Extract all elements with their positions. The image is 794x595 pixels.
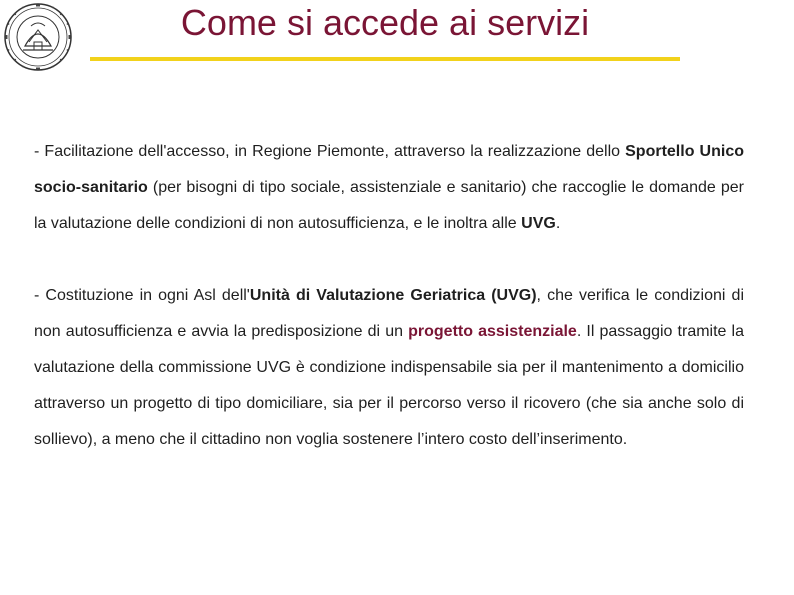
highlighted-term: progetto assistenziale: [408, 323, 577, 340]
text-run: (per bisogni di tipo sociale, assistenziale e sanitario) che raccoglie le domande per la valutazione delle condizioni di non autosufficienza, e le inoltra alle: [34, 179, 744, 232]
text-run: .: [555, 215, 561, 232]
university-seal-icon: [3, 2, 73, 72]
bold-term: Unità di Valutazione Geriatrica (UVG): [249, 287, 537, 304]
text-run: . Il passaggio tramite la valutazione della commissione UVG è condizione indispensabile sia per il mantenimento a domicilio attraverso un progetto di tipo domiciliare, sia per il percorso verso il ricovero (che sia anche solo di sollievo), a meno che il cittadino non voglia sostenere l’intero costo dell’inserimento.: [34, 323, 745, 448]
body-text: [34, 134, 744, 458]
bold-term: UVG: [521, 215, 556, 232]
text-run: , che verifica le condizioni di non autosufficienza e avvia la predisposizione di un: [34, 287, 745, 340]
paragraph-2: [34, 278, 744, 458]
text-run: - Facilitazione dell'accesso, in Regione Piemonte, attraverso la realizzazione dello: [34, 143, 626, 160]
paragraph-1: [34, 134, 744, 242]
title-underline: [90, 57, 680, 61]
bold-term: Sportello Unico socio-sanitario: [34, 143, 744, 196]
text-run: - Costituzione in ogni Asl dell': [34, 287, 250, 304]
slide-title: Come si accede ai servizi: [180, 2, 590, 43]
